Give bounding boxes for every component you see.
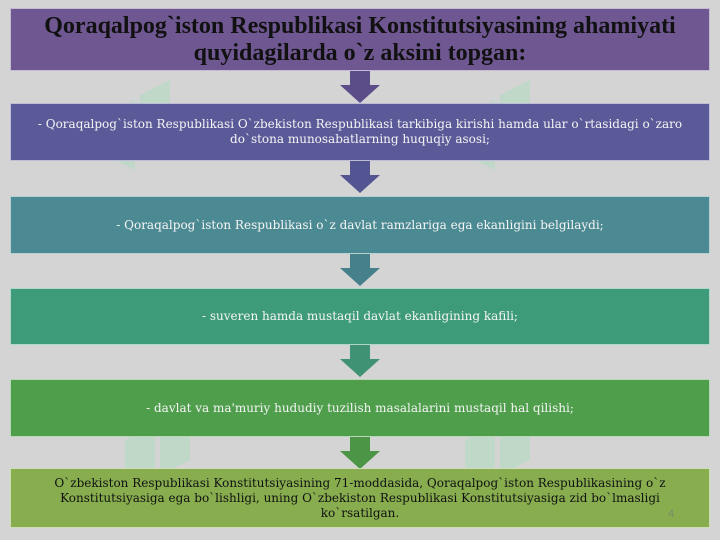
flow-box-4-text: - davlat va ma'muriy hududiy tuzilish masalalarini mustaqil hal qilishi; <box>146 400 574 415</box>
flow-box-3-text: - suveren hamda mustaqil davlat ekanligining kafili; <box>202 309 518 323</box>
flow-box-2 <box>10 196 710 254</box>
down-arrow-icon <box>340 437 380 469</box>
flow-box-3 <box>10 288 710 345</box>
flow-box-5 <box>10 468 710 528</box>
down-arrow-icon <box>340 71 380 103</box>
flow-box-1-text: - Qoraqalpog`iston Respublikasi O`zbekiston Respublikasi tarkibiga kirishi hamda ular o`rtasidagi o`zaro do`stona munosabatlarning huquqiy asosi; <box>37 117 683 146</box>
flow-box-1 <box>10 103 710 161</box>
title-box <box>10 8 710 71</box>
slide-title: Qoraqalpog`iston Respublikasi Konstitutsiyasining ahamiyati quyidagilarda o`z aksini topgan: <box>44 12 676 66</box>
down-arrow-icon <box>340 161 380 193</box>
flow-box-5-text: O`zbekiston Respublikasi Konstitutsiyasining 71-moddasida, Qoraqalpog`iston Respublikasining o`z Konstitutsiyasiga ega bo`lishligi, uning O`zbekiston Respublikasi Konstitutsiyasiga zid bo`lmasligi ko`rsatilgan. <box>54 475 666 520</box>
flow-box-2-text: - Qoraqalpog`iston Respublikasi o`z davlat ramzlariga ega ekanligini belgilaydi; <box>116 217 604 232</box>
flow-box-4 <box>10 379 710 437</box>
down-arrow-icon <box>340 254 380 286</box>
down-arrow-icon <box>340 345 380 377</box>
page-number: 4 <box>668 508 675 520</box>
